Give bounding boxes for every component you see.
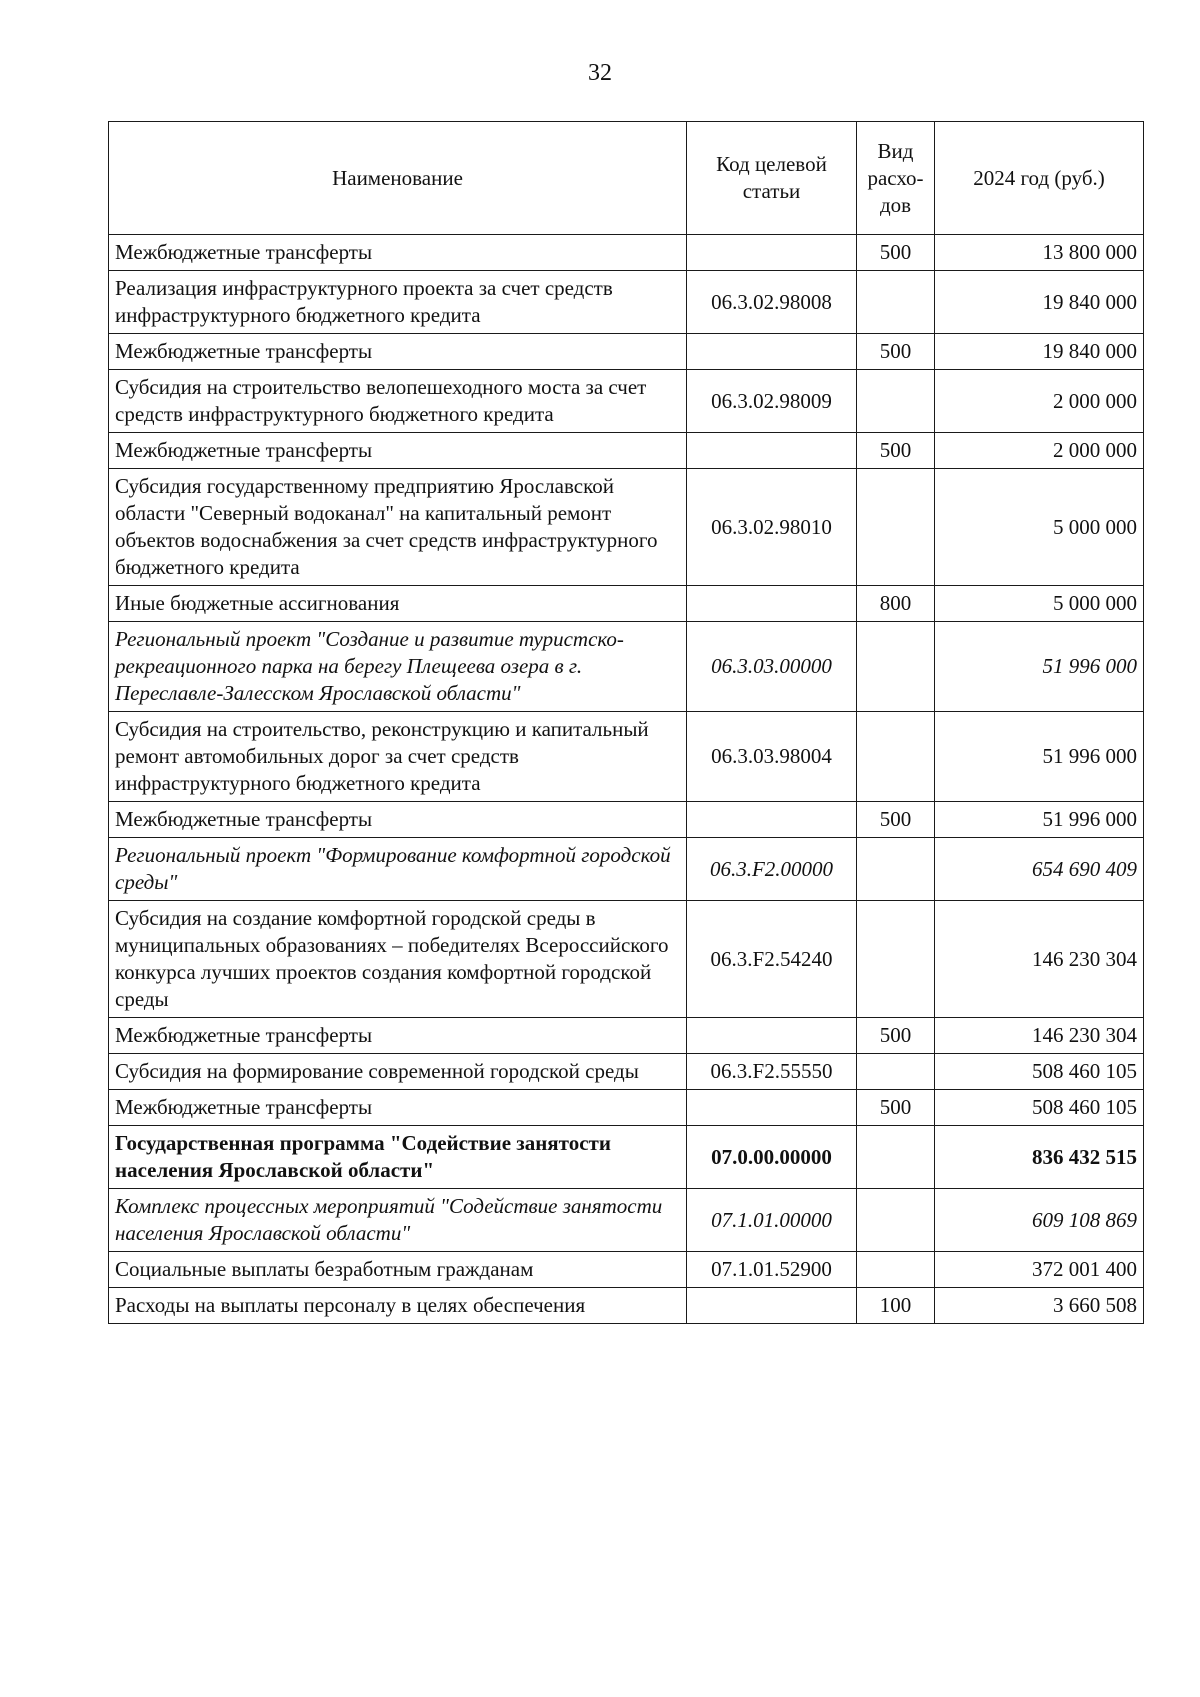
cell-kind [857, 1252, 935, 1288]
cell-amount: 13 800 000 [935, 235, 1144, 271]
budget-table [108, 121, 1144, 1324]
cell-amount: 146 230 304 [935, 1018, 1144, 1054]
table-row [109, 1018, 1144, 1054]
cell-name: Межбюджетные трансферты [109, 802, 687, 838]
cell-code [687, 235, 857, 271]
cell-amount: 654 690 409 [935, 838, 1144, 901]
cell-amount: 146 230 304 [935, 901, 1144, 1018]
cell-name: Субсидия государственному предприятию Ярославской области "Северный водоканал" на капитальный ремонт объектов водоснабжения за счет средств инфраструктурного бюджетного кредита [109, 469, 687, 586]
cell-kind: 500 [857, 1018, 935, 1054]
cell-kind [857, 469, 935, 586]
cell-amount: 372 001 400 [935, 1252, 1144, 1288]
cell-amount: 19 840 000 [935, 334, 1144, 370]
cell-code [687, 334, 857, 370]
table-row [109, 1090, 1144, 1126]
cell-amount: 51 996 000 [935, 622, 1144, 712]
cell-code: 06.3.03.98004 [687, 712, 857, 802]
cell-name: Субсидия на создание комфортной городской среды в муниципальных образованиях – победителях Всероссийского конкурса лучших проектов создания комфортной городской среды [109, 901, 687, 1018]
cell-amount: 5 000 000 [935, 469, 1144, 586]
table-row [109, 712, 1144, 802]
table-row [109, 622, 1144, 712]
cell-code [687, 586, 857, 622]
cell-code [687, 433, 857, 469]
cell-name: Региональный проект "Формирование комфортной городской среды" [109, 838, 687, 901]
cell-name: Иные бюджетные ассигнования [109, 586, 687, 622]
cell-name: Межбюджетные трансферты [109, 334, 687, 370]
table-row [109, 370, 1144, 433]
cell-code: 06.3.02.98008 [687, 271, 857, 334]
cell-amount: 2 000 000 [935, 433, 1144, 469]
cell-amount: 19 840 000 [935, 271, 1144, 334]
table-row [109, 1288, 1144, 1324]
cell-kind: 500 [857, 1090, 935, 1126]
cell-kind [857, 1189, 935, 1252]
cell-code: 07.0.00.00000 [687, 1126, 857, 1189]
cell-amount: 5 000 000 [935, 586, 1144, 622]
table-header-row [109, 122, 1144, 235]
table-row [109, 901, 1144, 1018]
cell-kind: 500 [857, 334, 935, 370]
cell-amount: 508 460 105 [935, 1054, 1144, 1090]
cell-amount: 3 660 508 [935, 1288, 1144, 1324]
header-name: Наименование [109, 122, 687, 235]
cell-code: 06.3.F2.00000 [687, 838, 857, 901]
cell-kind [857, 1054, 935, 1090]
table-row [109, 235, 1144, 271]
cell-name: Комплекс процессных мероприятий "Содействие занятости населения Ярославской области" [109, 1189, 687, 1252]
cell-code: 06.3.02.98010 [687, 469, 857, 586]
cell-name: Расходы на выплаты персоналу в целях обеспечения [109, 1288, 687, 1324]
header-amount: 2024 год (руб.) [935, 122, 1144, 235]
cell-kind [857, 1126, 935, 1189]
cell-kind: 500 [857, 802, 935, 838]
table-row [109, 1126, 1144, 1189]
cell-name: Межбюджетные трансферты [109, 1018, 687, 1054]
cell-name: Межбюджетные трансферты [109, 1090, 687, 1126]
cell-name: Реализация инфраструктурного проекта за счет средств инфраструктурного бюджетного кредита [109, 271, 687, 334]
cell-name: Субсидия на строительство велопешеходного моста за счет средств инфраструктурного бюджетного кредита [109, 370, 687, 433]
cell-code: 06.3.03.00000 [687, 622, 857, 712]
cell-code [687, 1288, 857, 1324]
cell-code [687, 1090, 857, 1126]
cell-amount: 2 000 000 [935, 370, 1144, 433]
cell-name: Субсидия на строительство, реконструкцию и капитальный ремонт автомобильных дорог за счет средств инфраструктурного бюджетного кредита [109, 712, 687, 802]
table-row [109, 1189, 1144, 1252]
cell-kind: 100 [857, 1288, 935, 1324]
cell-kind: 500 [857, 433, 935, 469]
cell-name: Региональный проект "Создание и развитие туристско-рекреационного парка на берегу Плещеева озера в г. Переславле-Залесском Ярославской области" [109, 622, 687, 712]
cell-name: Межбюджетные трансферты [109, 433, 687, 469]
cell-name: Государственная программа "Содействие занятости населения Ярославской области" [109, 1126, 687, 1189]
table-row [109, 802, 1144, 838]
cell-name: Социальные выплаты безработным гражданам [109, 1252, 687, 1288]
cell-code: 06.3.F2.54240 [687, 901, 857, 1018]
cell-code [687, 1018, 857, 1054]
table-row [109, 271, 1144, 334]
cell-code: 06.3.F2.55550 [687, 1054, 857, 1090]
table-row [109, 1054, 1144, 1090]
header-code: Код целевой статьи [687, 122, 857, 235]
table-row [109, 838, 1144, 901]
cell-amount: 836 432 515 [935, 1126, 1144, 1189]
cell-kind: 500 [857, 235, 935, 271]
cell-amount: 51 996 000 [935, 712, 1144, 802]
cell-kind [857, 901, 935, 1018]
header-kind: Вид расхо-дов [857, 122, 935, 235]
cell-amount: 51 996 000 [935, 802, 1144, 838]
table-row [109, 433, 1144, 469]
cell-kind [857, 712, 935, 802]
table-row [109, 1252, 1144, 1288]
cell-kind [857, 838, 935, 901]
cell-kind [857, 622, 935, 712]
cell-amount: 609 108 869 [935, 1189, 1144, 1252]
table-row [109, 469, 1144, 586]
cell-amount: 508 460 105 [935, 1090, 1144, 1126]
table-row [109, 334, 1144, 370]
cell-kind: 800 [857, 586, 935, 622]
cell-code: 07.1.01.52900 [687, 1252, 857, 1288]
cell-code: 07.1.01.00000 [687, 1189, 857, 1252]
cell-kind [857, 370, 935, 433]
page-number: 32 [588, 60, 612, 86]
cell-code: 06.3.02.98009 [687, 370, 857, 433]
cell-name: Субсидия на формирование современной городской среды [109, 1054, 687, 1090]
cell-name: Межбюджетные трансферты [109, 235, 687, 271]
table-body [109, 235, 1144, 1324]
cell-kind [857, 271, 935, 334]
table-row [109, 586, 1144, 622]
cell-code [687, 802, 857, 838]
